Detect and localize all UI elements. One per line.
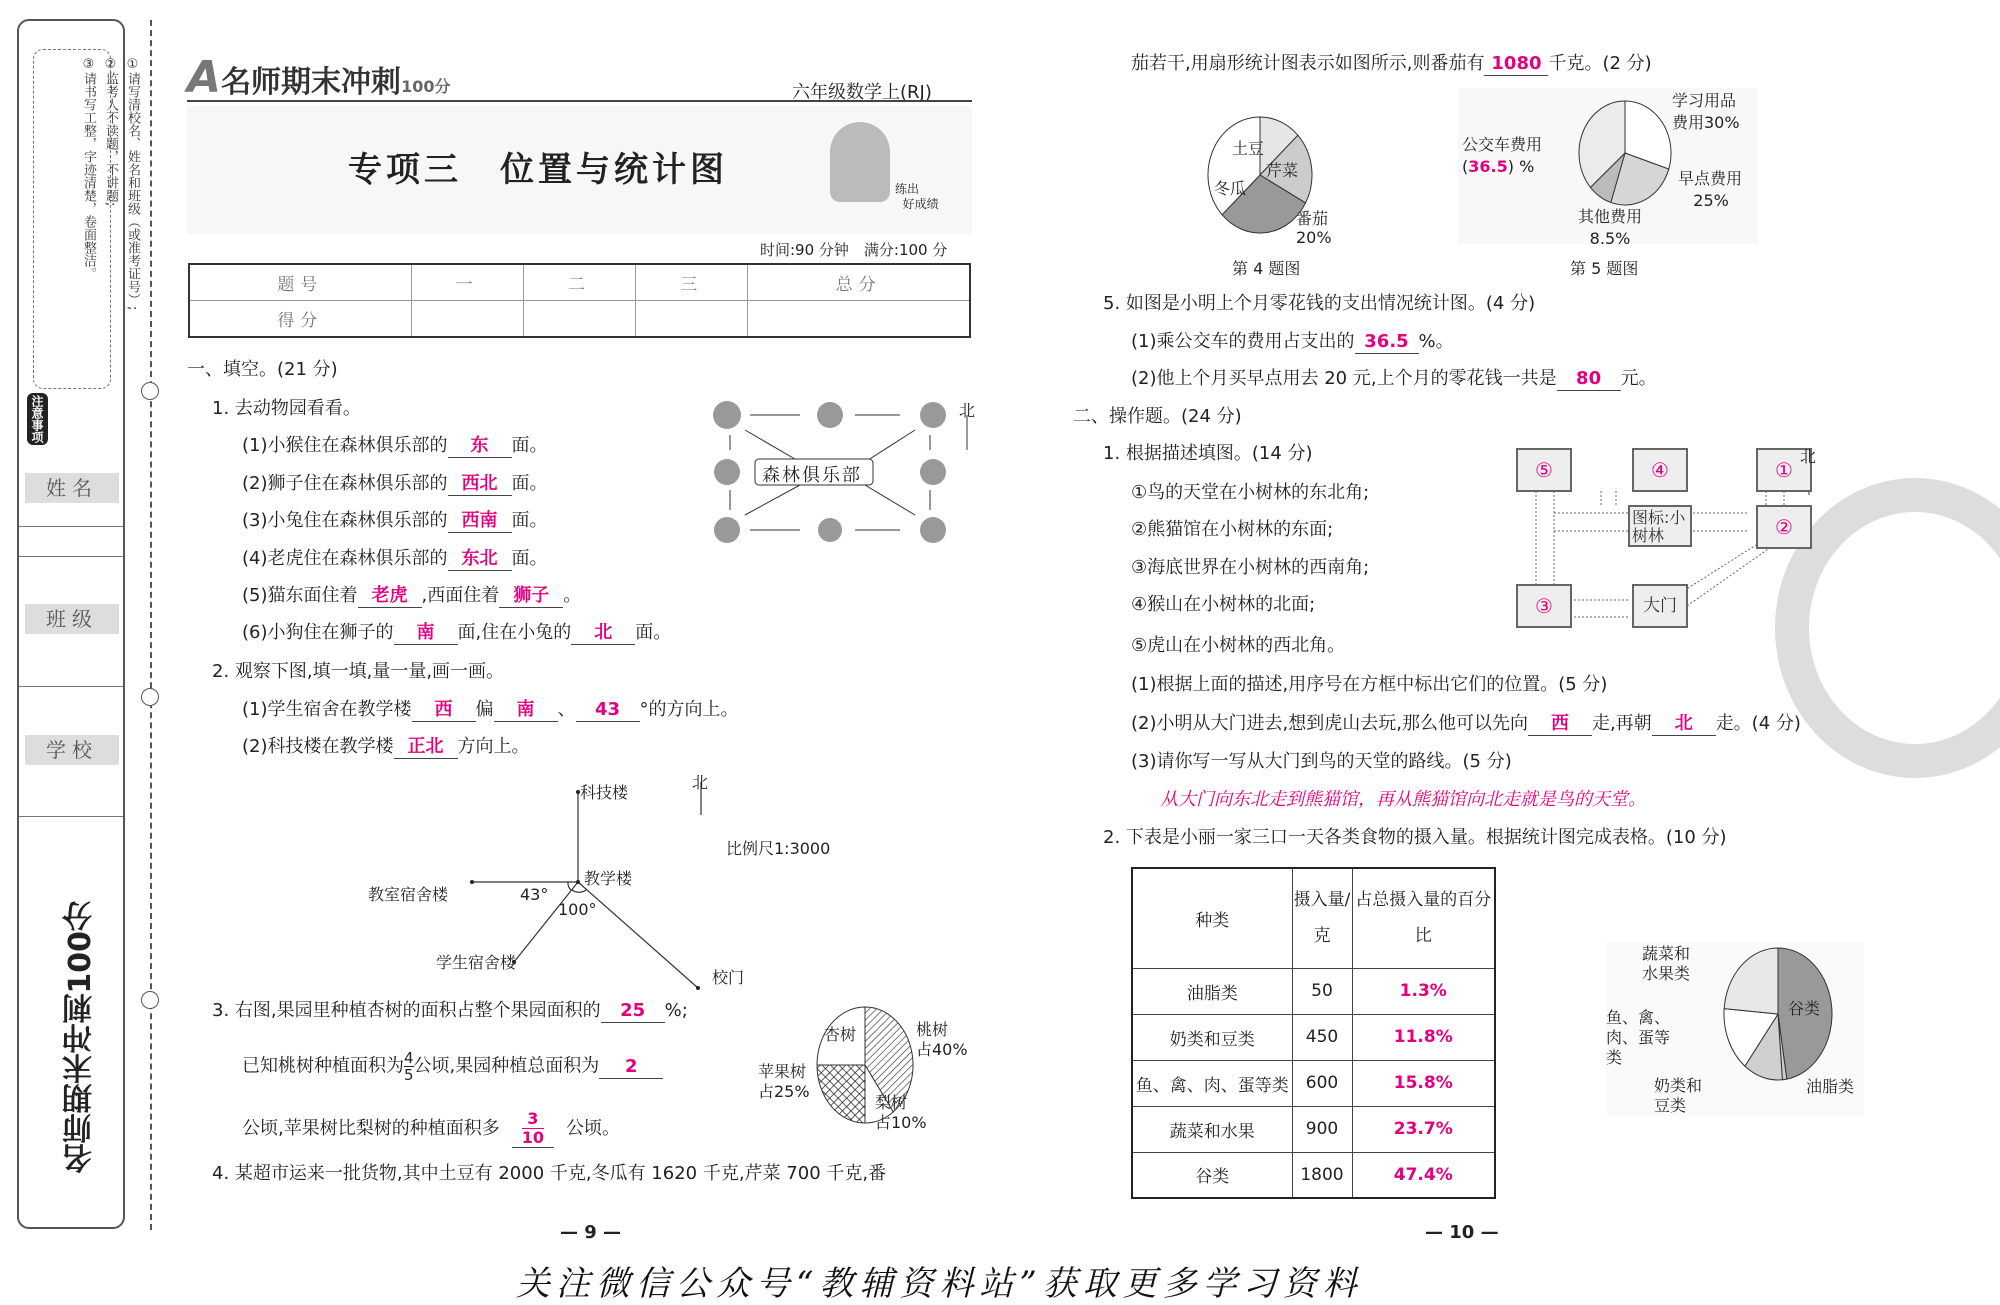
text: 公交车费用 [1462,135,1543,154]
pie4-label: 芹菜 [1266,161,1299,180]
answer-cell[interactable]: 11.8% [1352,1014,1495,1060]
table-row [1132,1014,1495,1060]
header-cell: 种类 [1132,868,1292,968]
pie-label-apple [758,1062,810,1102]
food-intake-table [1131,867,1496,1199]
page-title: 专项三 位置与统计图 [348,150,728,190]
numerator: 4 [404,1049,414,1067]
answer-blank[interactable]: 南 [394,622,458,645]
grid-box-5[interactable]: ⑤ [1516,448,1572,492]
question-5: 5. 如图是小明上个月零花钱的支出情况统计图。(4 分) [1103,293,1536,314]
q3-line [242,1050,663,1083]
brand-logo [187,52,450,103]
q2-item [242,698,739,722]
figure-caption: 第 5 题图 [1570,259,1639,278]
answer-blank[interactable]: 东北 [448,548,512,571]
pie4-label: 20% [1296,228,1332,247]
pie4-label: 番茄 [1296,209,1329,228]
text: 面。 [635,622,672,643]
q5-item [1131,367,1657,391]
pie5-label-study [1672,90,1740,134]
footer-note: 关注微信公众号“教辅资料站”获取更多学习资料 [516,1264,1363,1304]
notice-text [77,57,143,387]
score-input[interactable] [748,301,970,338]
cat-icon [817,402,843,428]
cell: 600 [1292,1060,1352,1106]
figure-caption: 第 4 题图 [1232,259,1301,278]
answer-blank[interactable]: 1080 [1484,53,1548,76]
divider [19,816,123,817]
text: 公顷,果园种植总面积为 [413,1055,600,1077]
q1-item [242,509,548,533]
map-label-gate: 校门 [712,968,745,987]
notice-1: ①请写清校名、姓名和班级（或准考证号）; [125,57,140,311]
cell: 450 [1292,1014,1352,1060]
pie5-label-other [1578,206,1642,250]
text: 元。 [1620,368,1657,389]
club-label: 森林俱乐部 [762,465,862,486]
mascot-line: 好成绩 [902,197,939,211]
score-input[interactable] [636,301,748,338]
text: 桃树 [916,1020,949,1039]
answer-blank[interactable]: 老虎 [358,585,422,608]
cell: 900 [1292,1106,1352,1152]
cell: 1800 [1292,1152,1352,1198]
answer-cell[interactable]: 47.4% [1352,1152,1495,1198]
fraction [404,1050,414,1083]
dog-icon [714,459,740,485]
q1-item [242,621,671,645]
logo-score: 100分 [401,77,451,96]
north-label: 北 [959,401,976,420]
pie-label-pear [875,1093,927,1133]
grove-box: 图标:小树林 [1628,505,1692,547]
op1-clue: ④猴山在小树林的北面; [1131,594,1316,615]
answer-blank[interactable]: 2 [599,1056,663,1079]
cell: 奶类和豆类 [1132,1014,1292,1060]
op1-clue: ①鸟的天堂在小树林的东北角; [1131,482,1370,503]
denominator: 5 [404,1066,414,1084]
answer-blank[interactable]: 西南 [448,510,512,533]
cell: 50 [1292,968,1352,1014]
text: (2)小明从大门进去,想到虎山去玩,那么他可以先向 [1131,713,1528,734]
op1-sub [1131,712,1801,736]
gate-box: 大门 [1632,584,1688,628]
text: 千克。(2 分) [1548,53,1652,74]
q1-item [242,472,548,496]
text: 。 [563,585,582,606]
op1-sub: (3)请你写一写从大门到鸟的天堂的路线。(5 分) [1131,751,1512,772]
monkey-icon [920,459,946,485]
text: 占40% [916,1040,968,1059]
map-label-west: 教室宿舍楼 [368,885,449,904]
binding-hole-icon [141,991,159,1009]
text: (4)老虎住在森林俱乐部的 [242,548,448,569]
divider [19,686,123,687]
answer-blank[interactable]: 北 [571,622,635,645]
page-number: — 9 — [560,1222,622,1243]
table-row [1132,968,1495,1014]
angle-label: 43° [520,885,549,904]
text: 梨树 [875,1093,908,1112]
tiger-icon [920,402,946,428]
answer-blank[interactable]: 43 [576,699,640,722]
answer-blank[interactable]: 狮子 [499,585,563,608]
diet-label-oil: 油脂类 [1806,1077,1855,1096]
q1-item [242,547,548,571]
text: (2)他上个月买早点用去 20 元,上个月的零花钱一共是 [1131,368,1557,389]
text: % [1519,157,1535,176]
table-row [1132,1106,1495,1152]
text: (1)小猴住在森林俱乐部的 [242,435,448,456]
cell: 一 [411,264,523,301]
angle-label: 100° [558,900,597,919]
operation-2: 2. 下表是小丽一家三口一天各类食物的摄入量。根据统计图完成表格。(10 分) [1103,827,1727,848]
text: 已知桃树种植面积为 [242,1055,404,1077]
text: 茄若干,用扇形统计图表示如图所示,则番茄有 [1131,53,1485,74]
name-field-label: 姓名 [25,473,119,503]
pie5-label-breakfast [1678,168,1742,212]
text: %; [664,1000,688,1021]
cell: 谷类 [1132,1152,1292,1198]
vertical-logo: 名师期末冲刺100分 [63,901,98,1174]
map-label-southwest: 学生宿舍楼 [436,953,517,972]
text: 偏 [475,699,494,720]
header-rule [187,100,972,102]
table-row [1132,1152,1495,1198]
pie5-label-bus: 公交车费用 (36.5) % [1462,135,1543,176]
text: 面。 [511,435,548,456]
divider [19,526,123,527]
text: 面。 [511,473,548,494]
text: 方向上。 [457,736,530,757]
map-label-science: 科技楼 [580,783,629,802]
section-heading: 一、填空。(21 分) [187,359,338,380]
text: 25% [1693,191,1729,210]
text: 费用30% [1672,113,1740,132]
pie4-label: 土豆 [1232,139,1265,158]
cell: 二 [523,264,635,301]
page-number: — 10 — [1425,1222,1499,1243]
text: (5)猫东面住着 [242,585,358,606]
binding-strip [17,19,140,1229]
text: (2)狮子住在森林俱乐部的 [242,473,448,494]
map-label-center: 教学楼 [584,869,633,888]
cut-line [150,20,152,1230]
rabbit-icon [714,517,740,543]
route-answer[interactable]: 从大门向东北走到熊猫馆，再从熊猫馆向北走就是鸟的天堂。 [1160,789,1646,810]
text: 3. 右图,果园里种植杏树的面积占整个果园面积的 [212,1000,601,1021]
grid-box-2[interactable]: ② [1756,505,1812,549]
op1-clue: ②熊猫馆在小树林的东面; [1131,519,1334,540]
answer-blank[interactable]: 80 [1557,368,1621,391]
answer-blank[interactable]: 25 [601,1000,665,1023]
q1-item [242,434,548,458]
answer-fraction[interactable] [512,1110,554,1148]
text: ,西面住着 [421,585,500,606]
notice-title: 注意事项 [27,393,48,445]
answer-cell[interactable]: 15.8% [1352,1060,1495,1106]
answer-blank[interactable]: 北 [1652,713,1716,736]
q2-item [242,735,530,759]
diet-label-meat: 鱼、禽、肉、蛋等类 [1606,1008,1671,1067]
numerator: 3 [522,1110,544,1129]
op1-sub: (1)根据上面的描述,用序号在方框中标出它们的位置。(5 分) [1131,674,1608,695]
answer-blank[interactable]: 36.5 [1355,331,1419,354]
text: 面,住在小兔的 [457,622,572,643]
operation-1: 1. 根据描述填图。(14 分) [1103,443,1313,464]
divider [19,556,123,557]
class-field-label: 班级 [25,604,119,634]
diet-label-veg: 蔬菜和水果类 [1642,944,1691,983]
cell: 得分 [189,301,411,338]
q1-item [242,584,581,608]
section-heading: 二、操作题。(24 分) [1073,406,1242,427]
cell: 总分 [748,264,970,301]
answer-blank[interactable]: 西 [412,699,476,722]
mascot-line: 练出 [895,182,920,196]
answer[interactable]: 36.5 [1468,157,1508,176]
notice-2: ②监考人不读题，不讲题; [103,57,118,207]
q4-continued [1131,52,1652,76]
answer-blank[interactable]: 西 [1528,713,1592,736]
cell: 三 [636,264,748,301]
binding-hole-icon [141,688,159,706]
question-1: 1. 去动物园看看。 [212,398,361,419]
text: 面。 [511,510,548,531]
pie4-label: 冬瓜 [1214,179,1247,198]
grid-north: 北 [1800,447,1817,466]
q5-item [1131,330,1454,354]
q3-line [242,1110,620,1148]
cell: 鱼、禽、肉、蛋等类 [1132,1060,1292,1106]
logo-a-icon: A [187,52,222,103]
text: 走,再朝 [1591,713,1652,734]
question-2: 2. 观察下图,填一填,量一量,画一画。 [212,661,505,682]
header-cell: 摄入量/克 [1292,868,1352,968]
text: 公顷。 [566,1118,620,1139]
text: (3)小兔住在森林俱乐部的 [242,510,448,531]
rooster-icon [920,517,946,543]
answer-blank[interactable]: 南 [494,699,558,722]
text: 苹果树 [758,1062,807,1081]
op1-clue: ③海底世界在小树林的西南角; [1131,557,1370,578]
mascot-text [895,182,939,212]
text: (2)科技楼在教学楼 [242,736,394,757]
answer-blank[interactable]: 正北 [394,736,458,759]
text: (1)乘公交车的费用占支出的 [1131,331,1355,352]
question-4: 4. 某超市运来一批货物,其中土豆有 2000 千克,冬瓜有 1620 千克,芹菜 700 千克,番 [212,1163,887,1184]
pie-label-peach [916,1020,968,1060]
subject-label: 六年级数学上(RJ) [792,82,932,103]
apple-slice [817,1065,865,1123]
pie-q5 [1570,98,1680,208]
cell: 题号 [189,264,411,301]
grid-box-3[interactable]: ③ [1516,584,1572,628]
op1-clue: ⑤虎山在小树林的西北角。 [1131,635,1346,656]
denominator: 10 [521,1128,544,1147]
map-scale: 比例尺1:3000 [726,839,831,858]
map-north: 北 [692,773,709,792]
grid-box-1[interactable]: ① [1756,448,1812,492]
text: 其他费用 [1578,207,1643,226]
text: 走。(4 分) [1715,713,1801,734]
pie-label-apricot: 杏树 [824,1025,857,1044]
q3-line [212,999,688,1023]
text: 公顷,苹果树比梨树的种植面积多 [242,1118,500,1139]
giraffe-icon [818,518,842,542]
grid-box-4[interactable]: ④ [1632,448,1688,492]
answer-cell[interactable]: 23.7% [1352,1106,1495,1152]
notice-3: ③请书写工整，字迹清楚，卷面整洁。 [81,57,96,280]
cell: 蔬菜和水果 [1132,1106,1292,1152]
text: (1)学生宿舍在教学楼 [242,699,412,720]
school-field-label: 学校 [25,735,119,765]
text: 面。 [511,548,548,569]
diet-label-grain: 谷类 [1788,999,1821,1018]
header-cell: 占总摄入量的百分比 [1352,868,1495,968]
score-input[interactable] [523,301,635,338]
text: 8.5% [1589,229,1631,248]
score-table [188,263,971,338]
text: °的方向上。 [639,699,739,720]
text: 占10% [875,1113,927,1132]
text: 学习用品 [1672,91,1737,110]
text: 占25% [758,1082,810,1101]
lion-icon [713,401,741,429]
table-row [1132,1060,1495,1106]
text: %。 [1418,331,1454,352]
text: (6)小狗住在狮子的 [242,622,394,643]
cell: 油脂类 [1132,968,1292,1014]
time-score-info: 时间:90 分钟 满分:100 分 [760,241,948,259]
answer-cell[interactable]: 1.3% [1352,968,1495,1014]
diet-label-milk: 奶类和豆类 [1654,1076,1703,1115]
logo-text: 名师期末冲刺 [221,65,402,100]
veg-slice [1724,948,1778,1014]
mascot-icon [830,122,890,202]
binding-hole-icon [141,382,159,400]
text: 早点费用 [1678,169,1743,188]
answer-blank[interactable]: 东 [448,435,512,458]
answer-blank[interactable]: 西北 [448,473,512,496]
score-input[interactable] [411,301,523,338]
text: 、 [557,699,576,720]
